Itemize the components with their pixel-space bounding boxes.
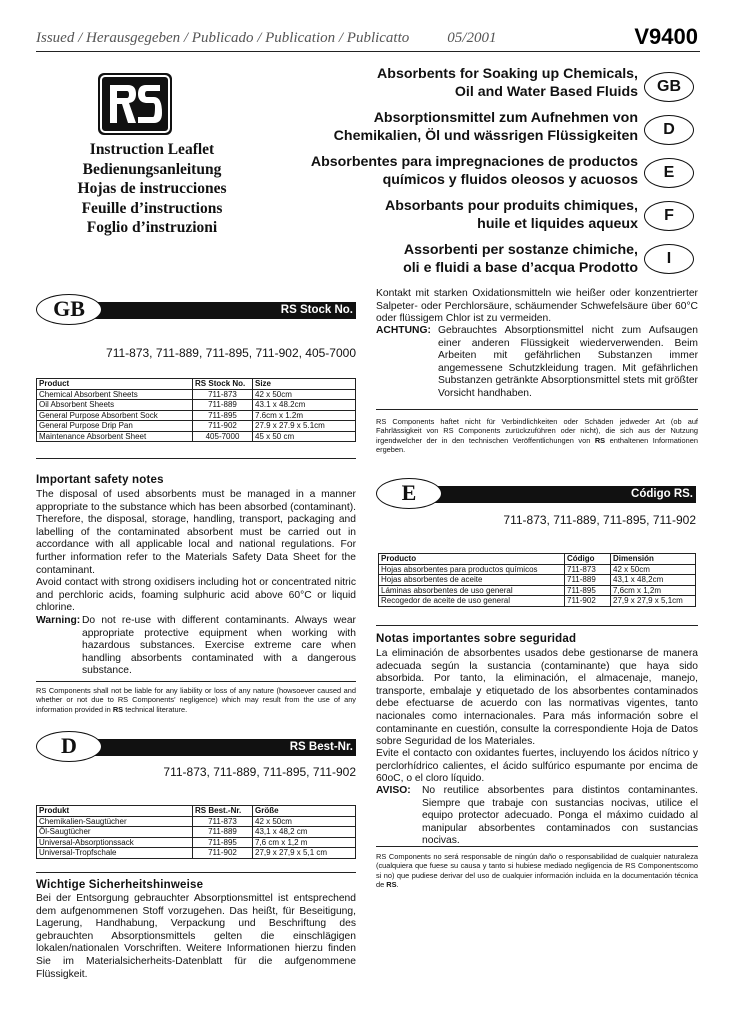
table-row: Chemikalien-Saugtücher 711-873 42 x 50cm — [37, 816, 356, 827]
table-row: Oil Absorbent Sheets 711-889 43.1 x 48.2cm — [37, 400, 356, 411]
table-row: Universal-Absorptionssack 711-895 7,6 cm x 1,2 m — [37, 837, 356, 848]
e-warning: AVISO: No reutilice absorbentes para distintos contaminantes. Siempre que trabaje con sustancias nocivas, utilice el equipo protector adecuado. Ponga el máximo cuidado al manipular absorbentes contaminados con sustancias nocivas. — [376, 785, 698, 847]
page-header — [36, 24, 700, 52]
document-code: V9400 — [634, 24, 698, 49]
table-row: Hojas absorbentes para productos químicos 711-873 42 x 50cm — [379, 564, 696, 575]
leaflet-title-d: Bedienungsanleitung — [82, 160, 222, 178]
d-safety-p1: Bei der Entsorgung gebrauchter Absorptionsmittel ist entsprechend dem aufgenommenen Stoff vorzugehen. Das heißt, für Beseitigung, Lagerung, Handhabung, Verpackung und Beschriftung des gebrauchten Absorptionsmittels gelten die einschlägigen lokalen/nationalen Vorschriften. Weitere Informationen hierzu finden Sie im Materialsicherheits-Datenblatt für die aufgenommene Flüssigkeit. — [36, 893, 356, 980]
rs-logo — [98, 73, 172, 135]
table-header-row: Produkt RS Best.-Nr. Größe — [37, 806, 356, 817]
lang-oval-e: E — [644, 158, 694, 188]
table-row: Universal-Tropfschale 711-902 27,9 x 27,9 x 5,1 cm — [37, 848, 356, 859]
table-row: Maintenance Absorbent Sheet 405-7000 45 x 50 cm — [37, 431, 356, 442]
product-title-f: Absorbants pour produits chimiques, huile et liquides aqueux — [384, 198, 638, 232]
product-title-i: Assorbenti per sostanze chimiche, oli e fluidi a base d’acqua Prodotto — [403, 242, 638, 276]
e-safety-title: Notas importantes sobre seguridad — [376, 633, 577, 645]
d-safety-title: Wichtige Sicherheitshinweise — [36, 879, 204, 891]
gb-warning: Warning: Do not re-use with different contaminants. Always wear appropriate protective equipment when working with hazardous substances. Exercise extreme care when handling absorbents contaminated with a dangerous substance. — [36, 615, 356, 677]
product-title-d: Absorptionsmittel zum Aufnehmen von Chemikalien, Öl und wässrigen Flüssigkeiten — [333, 110, 638, 144]
divider — [36, 872, 356, 873]
lang-oval-d: D — [644, 115, 694, 145]
e-bar: Código RS. — [412, 486, 696, 503]
gb-disclaimer: RS Components shall not be liable for any liability or loss of any nature (howsoever caused and whether or not due to RS Components’ negligence) which may result from the use of any information provided in RS technical literature. — [36, 686, 356, 714]
table-row: General Purpose Drip Pan 711-902 27.9 x 27.9 x 5.1cm — [37, 421, 356, 432]
table-row: Hojas absorbentes de aceite 711-889 43,1 x 48,2cm — [379, 575, 696, 586]
divider — [376, 625, 698, 626]
leaflet-title-i: Foglio d’instruzioni — [86, 219, 218, 236]
leaflet-title-f: Feuille d’instructions — [81, 199, 223, 217]
gb-bar: RS Stock No. — [72, 302, 356, 319]
table-row: Recogedor de aceite de uso general 711-902 27,9 x 27,9 x 5,1cm — [379, 596, 696, 607]
d-safety-p2: Kontakt mit starken Oxidationsmitteln wie heißer oder konzentrierter Salpeter- oder Perchlorsäure, schäumender Schwefelsäure über 60°C oder flüssigem Chlor ist zu vermeiden. — [376, 288, 698, 325]
table-row: Öl-Saugtücher 711-889 43,1 x 48,2 cm — [37, 827, 356, 838]
divider — [376, 846, 698, 847]
d-oval: D — [36, 731, 102, 762]
e-product-table — [378, 553, 696, 607]
d-bar: RS Best-Nr. — [72, 739, 356, 756]
lang-oval-gb: GB — [644, 72, 694, 102]
e-safety-p1: La eliminación de absorbentes usados debe gestionarse de manera adecuada según la sustancia (contaminante) que haya sido absorbida. Por tanto, la eliminación, el almacenaje, manejo, transporte, embalaje y etiquetado de los absorbentes contaminados debe efectuarse de acuerdo con las normativas vigentes, tanto nacionales como internacionales. Para más información sobre el contaminante en cuestión, consulte la correspondiente Hoja de Datos sobre Seguridad de los Materiales. — [376, 648, 698, 748]
lang-oval-f: F — [644, 201, 694, 231]
e-oval: E — [376, 478, 442, 509]
table-header-row: Producto Código Dimensión — [379, 554, 696, 565]
divider — [36, 681, 356, 682]
d-warning: ACHTUNG: Gebrauchtes Absorptionsmittel nicht zum Aufsaugen einer anderen Flüssigkeit wiederverwenden. Beim Arbeiten mit gefährlichen Substanzen immer angemessene Schutzkleidung tragen. Mit gefährlichen Substanzen getränkte Absorptionsmittel stets mit größter Vorsicht handhaben. — [376, 325, 698, 399]
table-header-row: Product RS Stock No. Size — [37, 379, 356, 390]
product-title-e: Absorbentes para impregnaciones de productos químicos y fluidos oleosos y acuosos — [310, 154, 638, 188]
leaflet-title-e: Hojas de instrucciones — [77, 180, 227, 197]
d-section-bar — [36, 731, 356, 762]
gb-safety-title: Important safety notes — [36, 474, 164, 486]
leaflet-title-gb: Instruction Leaflet — [89, 141, 215, 158]
e-safety-p2: Evite el contacto con oxidantes fuertes, incluyendo los ácidos nítrico y perclorhídrico calientes, el ácido sulfúrico espumante por encima de 60oC, o el cloro líquido. — [376, 748, 698, 785]
leaflet-titles — [36, 140, 268, 238]
product-title-gb: Absorbents for Soaking up Chemicals, Oil and Water Based Fluids — [377, 66, 638, 100]
lang-oval-i: I — [644, 244, 694, 274]
gb-safety-p2: Avoid contact with strong oxidisers including hot or concentrated nitric and perchloric acids, foaming sulphuric acid above 60°C or liquid chlorine. — [36, 577, 356, 614]
table-row: General Purpose Absorbent Sock 711-895 7.6cm x 1.2m — [37, 410, 356, 421]
gb-safety-p1: The disposal of used absorbents must be managed in a manner appropriate to the substance which has been absorbed (contaminant). Therefore, the disposal, storage, handling, transport, packaging and labelling of the contaminated absorbent must be carried out in accordance with all applicable local and national regulations. For further information refer to the Materials Safety Data Sheet for the contaminant. — [36, 489, 356, 576]
product-titles — [272, 66, 638, 286]
d-product-table — [36, 805, 356, 859]
gb-product-table — [36, 378, 356, 442]
table-row: Láminas absorbentes de uso general 711-895 7,6cm x 1,2m — [379, 585, 696, 596]
gb-section-bar — [36, 294, 356, 325]
issued-line — [36, 30, 496, 47]
divider — [376, 409, 698, 410]
gb-part-numbers: 711-873, 711-889, 711-895, 711-902, 405-7000 — [106, 346, 356, 360]
e-part-numbers: 711-873, 711-889, 711-895, 711-902 — [503, 513, 696, 527]
d-part-numbers: 711-873, 711-889, 711-895, 711-902 — [163, 765, 356, 779]
divider — [36, 458, 356, 459]
table-row: Chemical Absorbent Sheets 711-873 42 x 50cm — [37, 389, 356, 400]
d-disclaimer: RS Components haftet nicht für Verbindlichkeiten oder Schäden jedweder Art (ob auf Fahrlässigkeit von RS Components zurückzuführen oder nicht), die sich aus der Nutzung irgendwelcher der in den technischen Veröffentlichungen von RS enthaltenen Informationen ergeben. — [376, 417, 698, 455]
issue-date: 05/2001 — [447, 30, 497, 46]
e-section-bar — [376, 478, 696, 509]
issued-label: Issued / Herausgegeben / Publicado / Publication / Publicatto — [36, 30, 410, 46]
gb-oval: GB — [36, 294, 102, 325]
e-disclaimer: RS Components no será responsable de ningún daño o responsabilidad de cualquier naturaleza (cualquiera que fuese su causa y tanto si hubiese mediado negligencia de RS Componentscomo si no) que pudiese derivar del uso de cualquier información incluida en la documentación técnica de RS. — [376, 852, 698, 890]
